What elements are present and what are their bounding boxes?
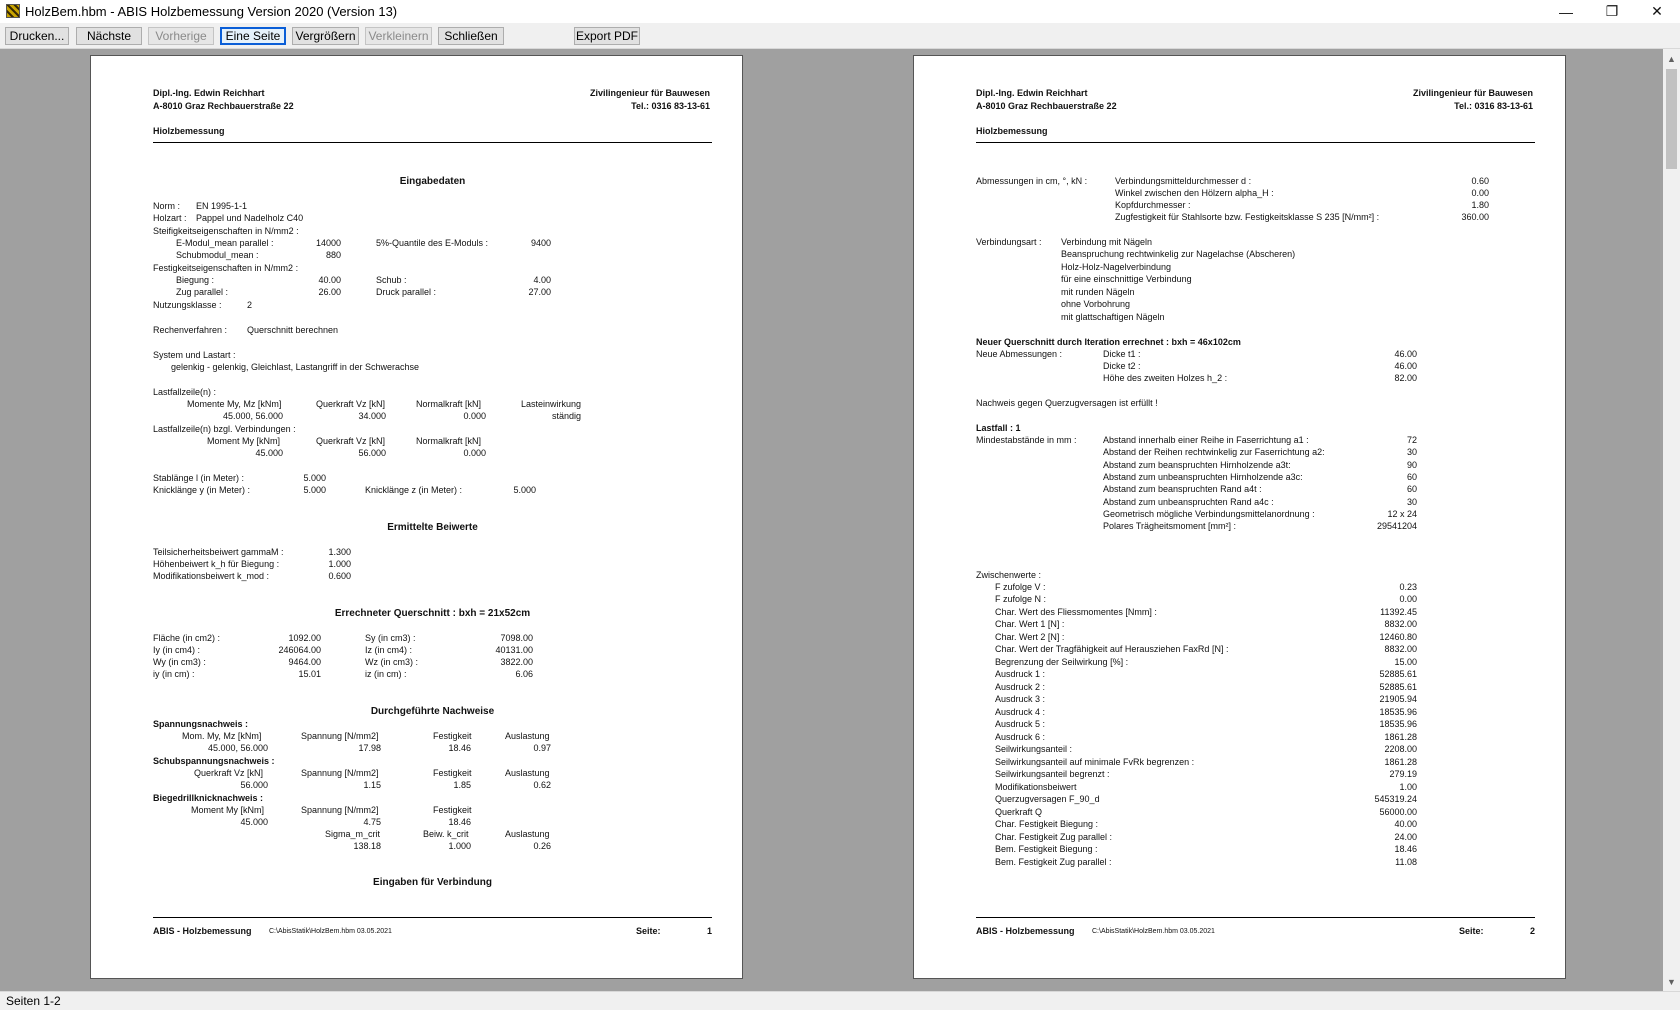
footer-rule xyxy=(153,917,712,918)
kh-label: Höhenbeiwert k_h für Biegung : xyxy=(153,559,280,569)
abm-value: 1.80 xyxy=(1471,200,1489,210)
schub-value: 4.00 xyxy=(533,275,551,285)
toolbar xyxy=(0,23,1680,49)
zw-label: Ausdruck 2 : xyxy=(995,682,1046,692)
spannung-col-moment: Mom. My, Mz [kNm] xyxy=(182,731,262,741)
druck-value: 27.00 xyxy=(528,287,551,297)
kh-value: 1.000 xyxy=(328,559,351,569)
zw-label: Begrenzung der Seilwirkung [%] : xyxy=(995,657,1129,667)
abm-value: 0.00 xyxy=(1471,188,1489,198)
zw-label: Seilwirkungsanteil : xyxy=(995,744,1073,754)
close-preview-button[interactable]: Schließen xyxy=(438,27,504,45)
verbindungsart-item: Holz-Holz-Nagelverbindung xyxy=(1061,262,1172,272)
header-profession: Zivilingenieur für Bauwesen xyxy=(589,88,710,98)
neue-abm-value: 82.00 xyxy=(1394,373,1417,383)
header-rule xyxy=(976,142,1535,143)
mindest-label: Abstand zum unbeanspruchten Hirnholzende a3c: xyxy=(1103,472,1303,482)
header-address: A-8010 Graz Rechbauerstraße 22 xyxy=(153,101,294,111)
schubmod-label: Schubmodul_mean : xyxy=(176,250,259,260)
zw-value: 11.08 xyxy=(1395,857,1417,867)
biegedrillknick-heading: Biegedrillknicknachweis : xyxy=(153,793,264,803)
zw-label: F zufolge N : xyxy=(995,594,1047,604)
zw-value: 15.00 xyxy=(1394,657,1417,667)
biegedrillknick-col-kcrit: Beiw. k_crit xyxy=(423,829,469,839)
emod-value: 14000 xyxy=(315,238,341,248)
zw-label: Char. Wert 2 [N] : xyxy=(995,632,1065,642)
zw-label: Bem. Festigkeit Zug parallel : xyxy=(995,857,1112,867)
schubspannung-col-querkraft: Querkraft Vz [kN] xyxy=(194,768,264,778)
window-title: HolzBem.hbm - ABIS Holzbemessung Version 2020 (Version 13) xyxy=(25,4,398,19)
lastfall-verb-col-normalkraft: Normalkraft [kN] xyxy=(416,436,482,446)
zw-value: 18535.96 xyxy=(1379,719,1417,729)
knicklaenge-y-value: 5.000 xyxy=(303,485,326,495)
spannung-spannung: 17.98 xyxy=(358,743,381,753)
lastfall-col-einwirkung: Lasteinwirkung xyxy=(521,399,582,409)
scroll-thumb[interactable] xyxy=(1666,69,1677,169)
flaeche-value: 1092.00 xyxy=(288,633,321,643)
schubspannung-spannung: 1.15 xyxy=(363,780,381,790)
zw-label: Ausdruck 6 : xyxy=(995,732,1046,742)
mindest-value: 60 xyxy=(1406,472,1417,482)
spannung-col-auslastung: Auslastung xyxy=(505,731,550,741)
verbindungsart-item: Beanspruchung rechtwinkelig zur Nagelachse (Abscheren) xyxy=(1061,249,1296,259)
zoom-out-button[interactable]: Verkleinern xyxy=(365,27,432,45)
nachweis-querzug: Nachweis gegen Querzugversagen ist erfüllt ! xyxy=(976,398,1158,408)
lastfall-verb-moment: 45.000 xyxy=(255,448,283,458)
zw-label: Modifikationsbeiwert xyxy=(995,782,1077,792)
header-section: Hiolzbemessung xyxy=(153,126,225,136)
zug-value: 26.00 xyxy=(318,287,341,297)
mindest-label: Polares Trägheitsmoment [mm²] : xyxy=(1103,521,1237,531)
zw-label: Seilwirkungsanteil auf minimale FvRk begrenzen : xyxy=(995,757,1195,767)
biegedrillknick-moment: 45.000 xyxy=(240,817,268,827)
zw-value: 2208.00 xyxy=(1384,744,1417,754)
zw-value: 1861.28 xyxy=(1384,757,1417,767)
spannung-col-spannung: Spannung [N/mm2] xyxy=(301,731,379,741)
biegedrillknick-col-sigma: Sigma_m_crit xyxy=(325,829,381,839)
zw-value: 1861.28 xyxy=(1384,732,1417,742)
zw-value: 1.00 xyxy=(1399,782,1417,792)
zw-label: Bem. Festigkeit Biegung : xyxy=(995,844,1098,854)
flaeche-label: Fläche (in cm2) : xyxy=(153,633,221,643)
spannung-festigkeit: 18.46 xyxy=(448,743,471,753)
schubspannung-auslastung: 0.62 xyxy=(533,780,551,790)
zw-value: 545319.24 xyxy=(1374,794,1417,804)
ry-value: 15.01 xyxy=(298,669,321,679)
close-window-button[interactable]: ✕ xyxy=(1651,3,1663,19)
nutzung-value: 2 xyxy=(247,300,253,310)
iz-label: Iz (in cm4) : xyxy=(365,645,413,655)
lastfall-col-moment: Momente My, Mz [kNm] xyxy=(187,399,282,409)
zw-label: Char. Wert des Fliessmomentes [Nmm] : xyxy=(995,607,1157,617)
zw-value: 18.46 xyxy=(1394,844,1417,854)
zug-label: Zug parallel : xyxy=(176,287,229,297)
zw-label: Char. Wert der Tragfähigkeit auf Herausziehen FaxRd [N] : xyxy=(995,644,1229,654)
lastfall-moment: 45.000, 56.000 xyxy=(222,411,283,421)
zw-label: Ausdruck 4 : xyxy=(995,707,1046,717)
zw-label: Char. Festigkeit Zug parallel : xyxy=(995,832,1113,842)
scroll-up-icon[interactable]: ▲ xyxy=(1667,53,1676,64)
header-rule xyxy=(153,142,712,143)
neue-abm-label: Dicke t1 : xyxy=(1103,349,1141,359)
zw-label: Querkraft Q xyxy=(995,807,1043,817)
zw-label: Char. Festigkeit Biegung : xyxy=(995,819,1099,829)
sy-label: Sy (in cm3) : xyxy=(365,633,416,643)
zw-value: 0.23 xyxy=(1399,582,1417,592)
app-icon xyxy=(6,4,20,18)
neuer-querschnitt-heading: Neuer Querschnitt durch Iteration errechnet : bxh = 46x102cm xyxy=(976,337,1241,347)
lastfall-heading: Lastfall : 1 xyxy=(976,423,1021,433)
kmod-label: Modifikationsbeiwert k_mod : xyxy=(153,571,270,581)
abm-value: 0.60 xyxy=(1471,176,1489,186)
druck-label: Druck parallel : xyxy=(376,287,437,297)
knicklaenge-y-label: Knicklänge y (in Meter) : xyxy=(153,485,251,495)
lastfall-heading: Lastfallzeile(n) : xyxy=(153,387,217,397)
rechen-value: Querschnitt berechnen xyxy=(247,325,339,335)
header-section: Hiolzbemessung xyxy=(976,126,1048,136)
heading-beiwerte: Ermittelte Beiwerte xyxy=(387,522,478,533)
zw-value: 52885.61 xyxy=(1379,669,1417,679)
footer-page-label: Seite: xyxy=(636,926,661,936)
mindest-value: 72 xyxy=(1406,435,1417,445)
equant-label: 5%-Quantile des E-Moduls : xyxy=(376,238,489,248)
verbindungsart-item: ohne Vorbohrung xyxy=(1061,299,1131,309)
title-bar xyxy=(0,0,1680,23)
mindestabstaende-label: Mindestabstände in mm : xyxy=(976,435,1077,445)
iy-value: 246064.00 xyxy=(278,645,321,655)
zoom-in-button[interactable]: Vergrößern xyxy=(292,27,359,45)
footer-file: C:\AbisStatik\HolzBem.hbm 03.05.2021 xyxy=(1092,928,1215,935)
zw-value: 8832.00 xyxy=(1384,644,1417,654)
schubspannung-col-auslastung: Auslastung xyxy=(505,768,550,778)
abmessungen-label: Abmessungen in cm, °, kN : xyxy=(976,176,1088,186)
header-tel: Tel.: 0316 83-13-61 xyxy=(1454,101,1533,111)
zw-label: Querzugversagen F_90_d xyxy=(995,794,1100,804)
abm-label: Winkel zwischen den Hölzern alpha_H : xyxy=(1115,188,1274,198)
zw-value: 52885.61 xyxy=(1379,682,1417,692)
abm-label: Verbindungsmitteldurchmesser d : xyxy=(1115,176,1252,186)
holzart-value: Pappel und Nadelholz C40 xyxy=(196,213,304,223)
gamma-label: Teilsicherheitsbeiwert gammaM : xyxy=(153,547,284,557)
lastfall-verb-normalkraft: 0.000 xyxy=(463,448,486,458)
heading-verbindung: Eingaben für Verbindung xyxy=(373,877,492,888)
schubspannung-col-festigkeit: Festigkeit xyxy=(433,768,472,778)
schubspannung-festigkeit: 1.85 xyxy=(453,780,471,790)
status-bar: Seiten 1-2 xyxy=(0,991,1680,1010)
mindest-value: 90 xyxy=(1406,460,1417,470)
knicklaenge-z-value: 5.000 xyxy=(513,485,536,495)
knicklaenge-z-label: Knicklänge z (in Meter) : xyxy=(365,485,463,495)
heading-nachweise: Durchgeführte Nachweise xyxy=(370,706,495,717)
header-name: Dipl.-Ing. Edwin Reichhart xyxy=(153,88,265,98)
zwischenwerte-label: Zwischenwerte : xyxy=(976,570,1042,580)
schubspannung-col-spannung: Spannung [N/mm2] xyxy=(301,768,379,778)
biegedrillknick-col-festigkeit: Festigkeit xyxy=(433,805,472,815)
mindest-label: Abstand der Reihen rechtwinkelig zur Faserrichtung a2: xyxy=(1103,447,1325,457)
abm-label: Kopfdurchmesser : xyxy=(1115,200,1191,210)
lastfall-verb-querkraft: 56.000 xyxy=(358,448,386,458)
header-address: A-8010 Graz Rechbauerstraße 22 xyxy=(976,101,1117,111)
biegedrillknick-sigma: 138.18 xyxy=(353,841,381,851)
lastfall-col-normalkraft: Normalkraft [kN] xyxy=(416,399,482,409)
wz-value: 3822.00 xyxy=(500,657,533,667)
emod-label: E-Modul_mean parallel : xyxy=(176,238,274,248)
stablaenge-value: 5.000 xyxy=(303,473,326,483)
lastfall-einwirkung: ständig xyxy=(551,411,581,421)
lastfall-normalkraft: 0.000 xyxy=(463,411,486,421)
biegung-label: Biegung : xyxy=(176,275,215,285)
ry-label: iy (in cm) : xyxy=(153,669,195,679)
mindest-label: Abstand zum beanspruchten Hirnholzende a3t: xyxy=(1103,460,1291,470)
verbindungsart-item: mit glattschaftigen Nägeln xyxy=(1061,312,1165,322)
header-profession: Zivilingenieur für Bauwesen xyxy=(1412,88,1533,98)
nutzung-label: Nutzungsklasse : xyxy=(153,300,222,310)
zw-value: 11392.45 xyxy=(1380,607,1417,617)
rz-value: 6.06 xyxy=(515,669,533,679)
preview-page-2 xyxy=(913,55,1566,979)
gamma-value: 1.300 xyxy=(328,547,351,557)
verbindungsart-item: für eine einschnittige Verbindung xyxy=(1061,274,1192,284)
zw-value: 279.19 xyxy=(1389,769,1417,779)
spannung-moment: 45.000, 56.000 xyxy=(207,743,268,753)
biegedrillknick-col-moment: Moment My [kNm] xyxy=(191,805,265,815)
zw-value: 18535.96 xyxy=(1379,707,1417,717)
iz-value: 40131.00 xyxy=(495,645,533,655)
mindest-value: 60 xyxy=(1406,484,1417,494)
export-pdf-button[interactable]: Export PDF xyxy=(575,29,638,43)
previous-button[interactable]: Vorherige xyxy=(148,27,214,45)
zw-value: 8832.00 xyxy=(1384,619,1417,629)
spannung-heading: Spannungsnachweis : xyxy=(153,719,249,729)
heading-querschnitt: Errechneter Querschnitt : bxh = 21x52cm xyxy=(334,608,531,619)
mindest-label: Abstand zum beanspruchten Rand a4t : xyxy=(1103,484,1262,494)
biegedrillknick-kcrit: 1.000 xyxy=(448,841,471,851)
zw-label: F zufolge V : xyxy=(995,582,1046,592)
footer-page-number: 2 xyxy=(1529,926,1535,936)
scroll-down-icon[interactable]: ▼ xyxy=(1667,976,1676,987)
system-value: gelenkig - gelenkig, Gleichlast, Lastangriff in der Schwerachse xyxy=(171,362,419,372)
zw-value: 24.00 xyxy=(1394,832,1417,842)
footer-page-label: Seite: xyxy=(1459,926,1484,936)
heading-eingabedaten: Eingabedaten xyxy=(399,176,466,187)
biegedrillknick-auslastung: 0.26 xyxy=(533,841,551,851)
holzart-label: Holzart : xyxy=(153,213,187,223)
preview-area[interactable] xyxy=(0,49,1663,991)
norm-label: Norm : xyxy=(153,201,180,211)
schubspannung-querkraft: 56.000 xyxy=(240,780,268,790)
biegedrillknick-col-auslastung: Auslastung xyxy=(505,829,550,839)
next-button[interactable]: Nächste xyxy=(76,27,142,45)
mindest-label: Abstand zum unbeanspruchten Rand a4c : xyxy=(1103,497,1274,507)
biegung-value: 40.00 xyxy=(318,275,341,285)
zw-label: Char. Wert 1 [N] : xyxy=(995,619,1065,629)
kmod-value: 0.600 xyxy=(328,571,351,581)
footer-page-number: 1 xyxy=(706,926,712,936)
neue-abm-value: 46.00 xyxy=(1394,361,1417,371)
stablaenge-label: Stablänge l (in Meter) : xyxy=(153,473,245,483)
mindest-value: 30 xyxy=(1406,497,1417,507)
neue-abmessungen-label: Neue Abmessungen : xyxy=(976,349,1063,359)
mindest-label: Abstand innerhalb einer Reihe in Faserrichtung a1 : xyxy=(1103,435,1309,445)
zw-value: 21905.94 xyxy=(1379,694,1417,704)
neue-abm-value: 46.00 xyxy=(1394,349,1417,359)
verbindungsart-item: Verbindung mit Nägeln xyxy=(1061,237,1153,247)
biegedrillknick-col-spannung: Spannung [N/mm2] xyxy=(301,805,379,815)
neue-abm-label: Dicke t2 : xyxy=(1103,361,1141,371)
footer-program: ABIS - Holzbemessung xyxy=(153,926,252,936)
minimize-button[interactable]: — xyxy=(1559,3,1573,20)
restore-button[interactable]: ❐ xyxy=(1605,3,1619,19)
zw-label: Seilwirkungsanteil begrenzt : xyxy=(995,769,1110,779)
mindest-label: Geometrisch mögliche Verbindungsmittelanordnung : xyxy=(1103,509,1315,519)
schubspannung-heading: Schubspannungsnachweis : xyxy=(153,756,275,766)
rechen-label: Rechenverfahren : xyxy=(153,325,228,335)
zw-label: Ausdruck 3 : xyxy=(995,694,1046,704)
preview-page-1 xyxy=(90,55,743,979)
mindest-value: 12 x 24 xyxy=(1387,509,1417,519)
schubmod-value: 880 xyxy=(325,250,341,260)
header-tel: Tel.: 0316 83-13-61 xyxy=(631,101,710,111)
mindest-value: 29541204 xyxy=(1376,521,1417,531)
zw-value: 0.00 xyxy=(1399,594,1417,604)
lastfall-querkraft: 34.000 xyxy=(358,411,386,421)
equant-value: 9400 xyxy=(530,238,551,248)
zw-value: 40.00 xyxy=(1394,819,1417,829)
iy-label: Iy (in cm4) : xyxy=(153,645,201,655)
footer-rule xyxy=(976,917,1535,918)
steifigkeit-heading: Steifigkeitseigenschaften in N/mm2 : xyxy=(153,226,299,236)
sy-value: 7098.00 xyxy=(500,633,533,643)
wz-label: Wz (in cm3) : xyxy=(365,657,418,667)
lastfall-verb-heading: Lastfallzeile(n) bzgl. Verbindungen : xyxy=(153,424,296,434)
footer-file: C:\AbisStatik\HolzBem.hbm 03.05.2021 xyxy=(269,928,392,935)
rz-label: iz (in cm) : xyxy=(365,669,407,679)
header-name: Dipl.-Ing. Edwin Reichhart xyxy=(976,88,1088,98)
lastfall-col-querkraft: Querkraft Vz [kN] xyxy=(316,399,386,409)
abm-label: Zugfestigkeit für Stahlsorte bzw. Festigkeitsklasse S 235 [N/mm²] : xyxy=(1115,212,1380,222)
biegedrillknick-festigkeit: 18.46 xyxy=(448,817,471,827)
schub-label: Schub : xyxy=(376,275,407,285)
system-label: System und Lastart : xyxy=(153,350,236,360)
zw-label: Ausdruck 1 : xyxy=(995,669,1046,679)
lastfall-verb-col-querkraft: Querkraft Vz [kN] xyxy=(316,436,386,446)
verbindungsart-item: mit runden Nägeln xyxy=(1061,287,1135,297)
zw-value: 56000.00 xyxy=(1379,807,1417,817)
one-page-button[interactable]: Eine Seite xyxy=(220,27,286,45)
zw-value: 12460.80 xyxy=(1379,632,1417,642)
abm-value: 360.00 xyxy=(1461,212,1489,222)
festigkeit-heading: Festigkeitseigenschaften in N/mm2 : xyxy=(153,263,299,273)
footer-program: ABIS - Holzbemessung xyxy=(976,926,1075,936)
verbindungsart-label: Verbindungsart : xyxy=(976,237,1042,247)
wy-label: Wy (in cm3) : xyxy=(153,657,206,667)
spannung-auslastung: 0.97 xyxy=(533,743,551,753)
print-button[interactable]: Drucken... xyxy=(5,27,69,45)
biegedrillknick-spannung: 4.75 xyxy=(363,817,381,827)
wy-value: 9464.00 xyxy=(288,657,321,667)
lastfall-verb-col-moment: Moment My [kNm] xyxy=(207,436,281,446)
norm-value: EN 1995-1-1 xyxy=(196,201,248,211)
mindest-value: 30 xyxy=(1406,447,1417,457)
vertical-scrollbar[interactable] xyxy=(1663,49,1680,991)
neue-abm-label: Höhe des zweiten Holzes h_2 : xyxy=(1103,373,1228,383)
spannung-col-festigkeit: Festigkeit xyxy=(433,731,472,741)
zw-label: Ausdruck 5 : xyxy=(995,719,1046,729)
